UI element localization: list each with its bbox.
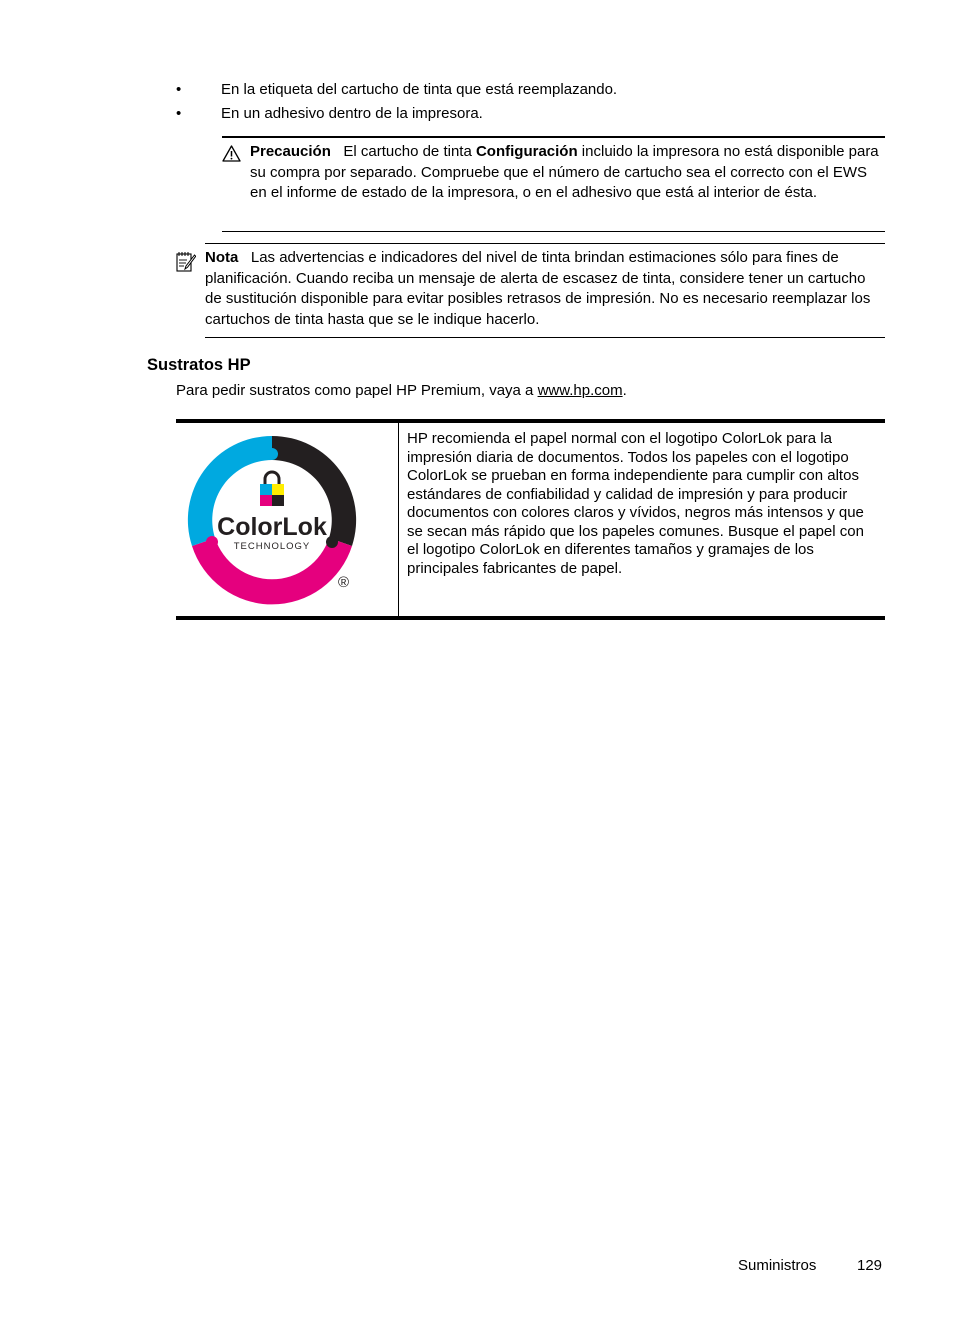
caution-body-end: incluido la impresora no está disponible para su compra por separado. Compruebe que el número de cartucho sea el correcto con el EWS en el informe de estado de la impresora, o en el adhesivo que está al interior de ésta. (250, 143, 879, 201)
caution-bold-term: Configuración (475, 143, 578, 160)
caution-bottom-rule (222, 231, 885, 232)
table-top-rule (176, 419, 885, 423)
note-label: Nota (205, 249, 239, 266)
note-body: Las advertencias e indicadores del nivel de tinta brindan estimaciones sólo para fines de planificación. Cuando reciba un mensaje de alerta de escasez de tinta, considere tener un cartucho de sustitución disponible para evitar posibles retrasos de impresión. No es necesario reemplazar los cartuchos de tinta hasta que se le indique hacerlo. (205, 249, 871, 328)
caution-body-start: El cartucho de tinta (343, 143, 476, 160)
colorlok-logo (186, 435, 364, 605)
bullet-text: En la etiqueta del cartucho de tinta que está reemplazando. (221, 81, 618, 98)
footer-section-title: Suministros (738, 1257, 817, 1274)
section-heading: Sustratos HP (147, 356, 251, 374)
intro-text: Para pedir sustratos como papel HP Premium, vaya a (176, 382, 538, 399)
page-number: 129 (857, 1257, 883, 1274)
section-intro (176, 382, 627, 399)
intro-period: . (622, 382, 627, 399)
bullet-marker: • (176, 105, 182, 122)
table-column-divider (398, 423, 399, 617)
registered-mark: ® (338, 574, 350, 591)
lock-cyan-quadrant (260, 484, 272, 495)
bullet-marker: • (176, 81, 182, 98)
warning-triangle-icon (222, 145, 241, 162)
colorlok-description: HP recomienda el papel normal con el logotipo ColorLok para la impresión diaria de documentos. Todos los papeles con el logotipo ColorLok se prueban en forma independiente para cumplir con altos estándares de confiabilidad y calidad de impresión y para producir documentos con colores claros y vívidos, negros más intensos y que se secan más rápido que los papeles comunes. Busque el papel con el logotipo ColorLok en diferentes tamaños y gramajes de los principales fabricantes de papel. (407, 430, 864, 577)
table-bottom-rule (176, 616, 885, 620)
caution-text (250, 142, 886, 204)
colorlok-table (176, 419, 885, 620)
lock-yellow-quadrant (272, 484, 284, 495)
hp-website-link[interactable]: www.hp.com (537, 382, 623, 399)
note-bottom-rule (205, 337, 885, 338)
caution-label: Precaución (250, 143, 331, 160)
lock-magenta-quadrant (260, 495, 272, 506)
colorlok-brand-text: ColorLok (217, 513, 327, 541)
bullet-text: En un adhesivo dentro de la impresora. (221, 105, 483, 122)
colorlok-subtitle-text: TECHNOLOGY (233, 541, 311, 552)
note-pad-icon (176, 251, 196, 272)
note-top-rule (205, 243, 885, 244)
lock-black-quadrant (272, 495, 284, 506)
note-text (205, 248, 885, 330)
caution-top-rule (222, 136, 885, 138)
